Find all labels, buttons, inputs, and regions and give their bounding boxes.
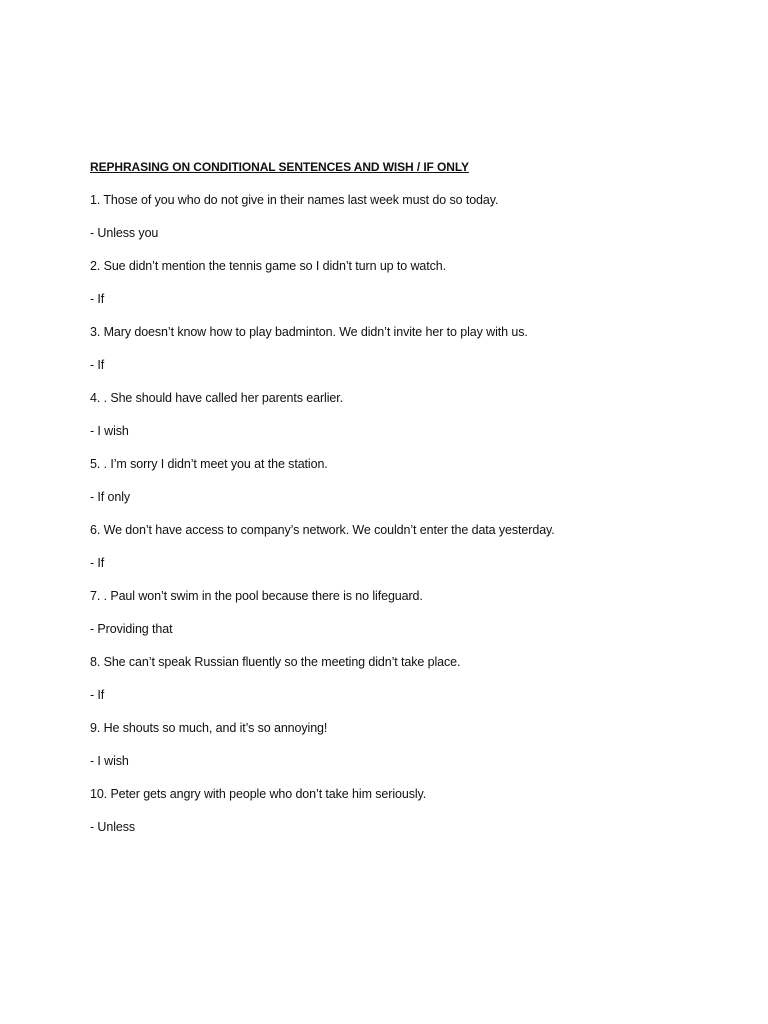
question-text: 10. Peter gets angry with people who don’t take him seriously. (90, 787, 427, 801)
question-item (90, 324, 710, 390)
question-text: 1. Those of you who do not give in their names last week must do so today. (90, 193, 499, 207)
answer-prompt: - Unless you (90, 226, 159, 240)
answer-prompt: - Providing that (90, 622, 173, 636)
question-text: 7. . Paul won’t swim in the pool because there is no lifeguard. (90, 589, 423, 603)
answer-prompt: - Unless (90, 820, 136, 834)
document-body (90, 159, 710, 852)
page-title: REPHRASING ON CONDITIONAL SENTENCES AND WISH / IF ONLY (90, 160, 469, 174)
question-item (90, 258, 710, 324)
question-item (90, 654, 710, 720)
question-text: 3. Mary doesn’t know how to play badminton. We didn’t invite her to play with us. (90, 325, 528, 339)
answer-prompt: - If (90, 688, 105, 702)
answer-prompt: - If (90, 556, 105, 570)
question-text: 5. . I’m sorry I didn’t meet you at the station. (90, 457, 328, 471)
question-item (90, 720, 710, 786)
question-item (90, 522, 710, 588)
answer-prompt: - I wish (90, 754, 129, 768)
question-item (90, 588, 710, 654)
question-text: 6. We don’t have access to company’s network. We couldn’t enter the data yesterday. (90, 523, 555, 537)
answer-prompt: - If (90, 292, 105, 306)
question-text: 8. She can’t speak Russian fluently so the meeting didn’t take place. (90, 655, 461, 669)
question-item (90, 192, 710, 258)
question-item (90, 390, 710, 456)
answer-prompt: - If only (90, 490, 131, 504)
question-item (90, 456, 710, 522)
question-text: 4. . She should have called her parents earlier. (90, 391, 344, 405)
question-text: 9. He shouts so much, and it’s so annoying! (90, 721, 328, 735)
answer-prompt: - I wish (90, 424, 129, 438)
question-text: 2. Sue didn’t mention the tennis game so I didn’t turn up to watch. (90, 259, 447, 273)
question-item (90, 786, 710, 852)
answer-prompt: - If (90, 358, 105, 372)
